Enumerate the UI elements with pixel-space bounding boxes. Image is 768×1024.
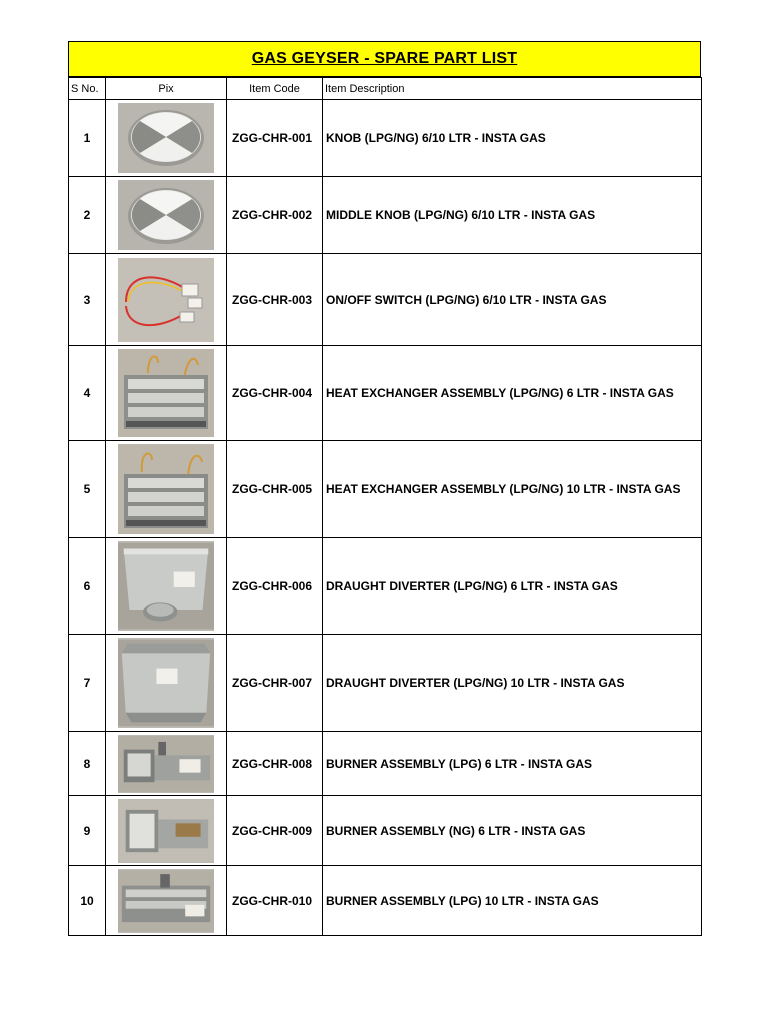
table-row (69, 866, 702, 936)
burner-assembly-photo (118, 869, 214, 933)
part-photo-cell (106, 346, 227, 441)
row-item-code: ZGG-CHR-006 (227, 538, 323, 635)
row-item-description: BURNER ASSEMBLY (LPG) 6 LTR - INSTA GAS (323, 732, 702, 796)
header-pix: Pix (106, 78, 227, 100)
part-photo-cell (106, 796, 227, 866)
row-sno: 10 (69, 866, 106, 936)
row-item-code: ZGG-CHR-009 (227, 796, 323, 866)
row-sno: 7 (69, 635, 106, 732)
row-item-code: ZGG-CHR-003 (227, 254, 323, 346)
row-item-description: DRAUGHT DIVERTER (LPG/NG) 10 LTR - INSTA GAS (323, 635, 702, 732)
part-photo-cell (106, 635, 227, 732)
row-item-description: MIDDLE KNOB (LPG/NG) 6/10 LTR - INSTA GAS (323, 177, 702, 254)
heat-exchanger-photo (118, 349, 214, 437)
part-photo-cell (106, 441, 227, 538)
table-row (69, 254, 702, 346)
table-row (69, 100, 702, 177)
switch-photo (118, 258, 214, 342)
row-item-code: ZGG-CHR-008 (227, 732, 323, 796)
row-sno: 8 (69, 732, 106, 796)
part-photo-cell (106, 177, 227, 254)
row-item-code: ZGG-CHR-007 (227, 635, 323, 732)
part-photo-cell (106, 538, 227, 635)
table-row (69, 732, 702, 796)
table-row (69, 441, 702, 538)
part-photo-cell (106, 100, 227, 177)
row-sno: 6 (69, 538, 106, 635)
title-bar (68, 41, 701, 77)
row-item-code: ZGG-CHR-010 (227, 866, 323, 936)
row-sno: 2 (69, 177, 106, 254)
draught-diverter-photo (118, 541, 214, 631)
row-item-description: HEAT EXCHANGER ASSEMBLY (LPG/NG) 6 LTR - INSTA GAS (323, 346, 702, 441)
row-item-description: HEAT EXCHANGER ASSEMBLY (LPG/NG) 10 LTR - INSTA GAS (323, 441, 702, 538)
row-item-description: KNOB (LPG/NG) 6/10 LTR - INSTA GAS (323, 100, 702, 177)
table-row (69, 177, 702, 254)
table-row (69, 538, 702, 635)
row-item-code: ZGG-CHR-001 (227, 100, 323, 177)
row-item-description: ON/OFF SWITCH (LPG/NG) 6/10 LTR - INSTA GAS (323, 254, 702, 346)
row-item-code: ZGG-CHR-005 (227, 441, 323, 538)
part-photo-cell (106, 732, 227, 796)
row-item-description: DRAUGHT DIVERTER (LPG/NG) 6 LTR - INSTA GAS (323, 538, 702, 635)
parts-table (68, 77, 702, 936)
burner-assembly-photo (118, 735, 214, 793)
burner-assembly-photo (118, 799, 214, 863)
table-row (69, 796, 702, 866)
knob-photo (118, 103, 214, 173)
header-row (69, 78, 702, 100)
spare-part-sheet (68, 41, 701, 936)
row-sno: 1 (69, 100, 106, 177)
part-photo-cell (106, 254, 227, 346)
draught-diverter-photo (118, 638, 214, 728)
row-sno: 9 (69, 796, 106, 866)
table-row (69, 635, 702, 732)
row-item-code: ZGG-CHR-004 (227, 346, 323, 441)
row-sno: 5 (69, 441, 106, 538)
part-photo-cell (106, 866, 227, 936)
row-sno: 4 (69, 346, 106, 441)
middle-knob-photo (118, 180, 214, 250)
table-row (69, 346, 702, 441)
heat-exchanger-photo (118, 444, 214, 534)
row-item-description: BURNER ASSEMBLY (LPG) 10 LTR - INSTA GAS (323, 866, 702, 936)
row-item-description: BURNER ASSEMBLY (NG) 6 LTR - INSTA GAS (323, 796, 702, 866)
header-item-code: Item Code (227, 78, 323, 100)
header-item-description: Item Description (323, 78, 702, 100)
row-sno: 3 (69, 254, 106, 346)
header-sno: S No. (69, 78, 106, 100)
page-title: GAS GEYSER - SPARE PART LIST (251, 50, 518, 67)
row-item-code: ZGG-CHR-002 (227, 177, 323, 254)
